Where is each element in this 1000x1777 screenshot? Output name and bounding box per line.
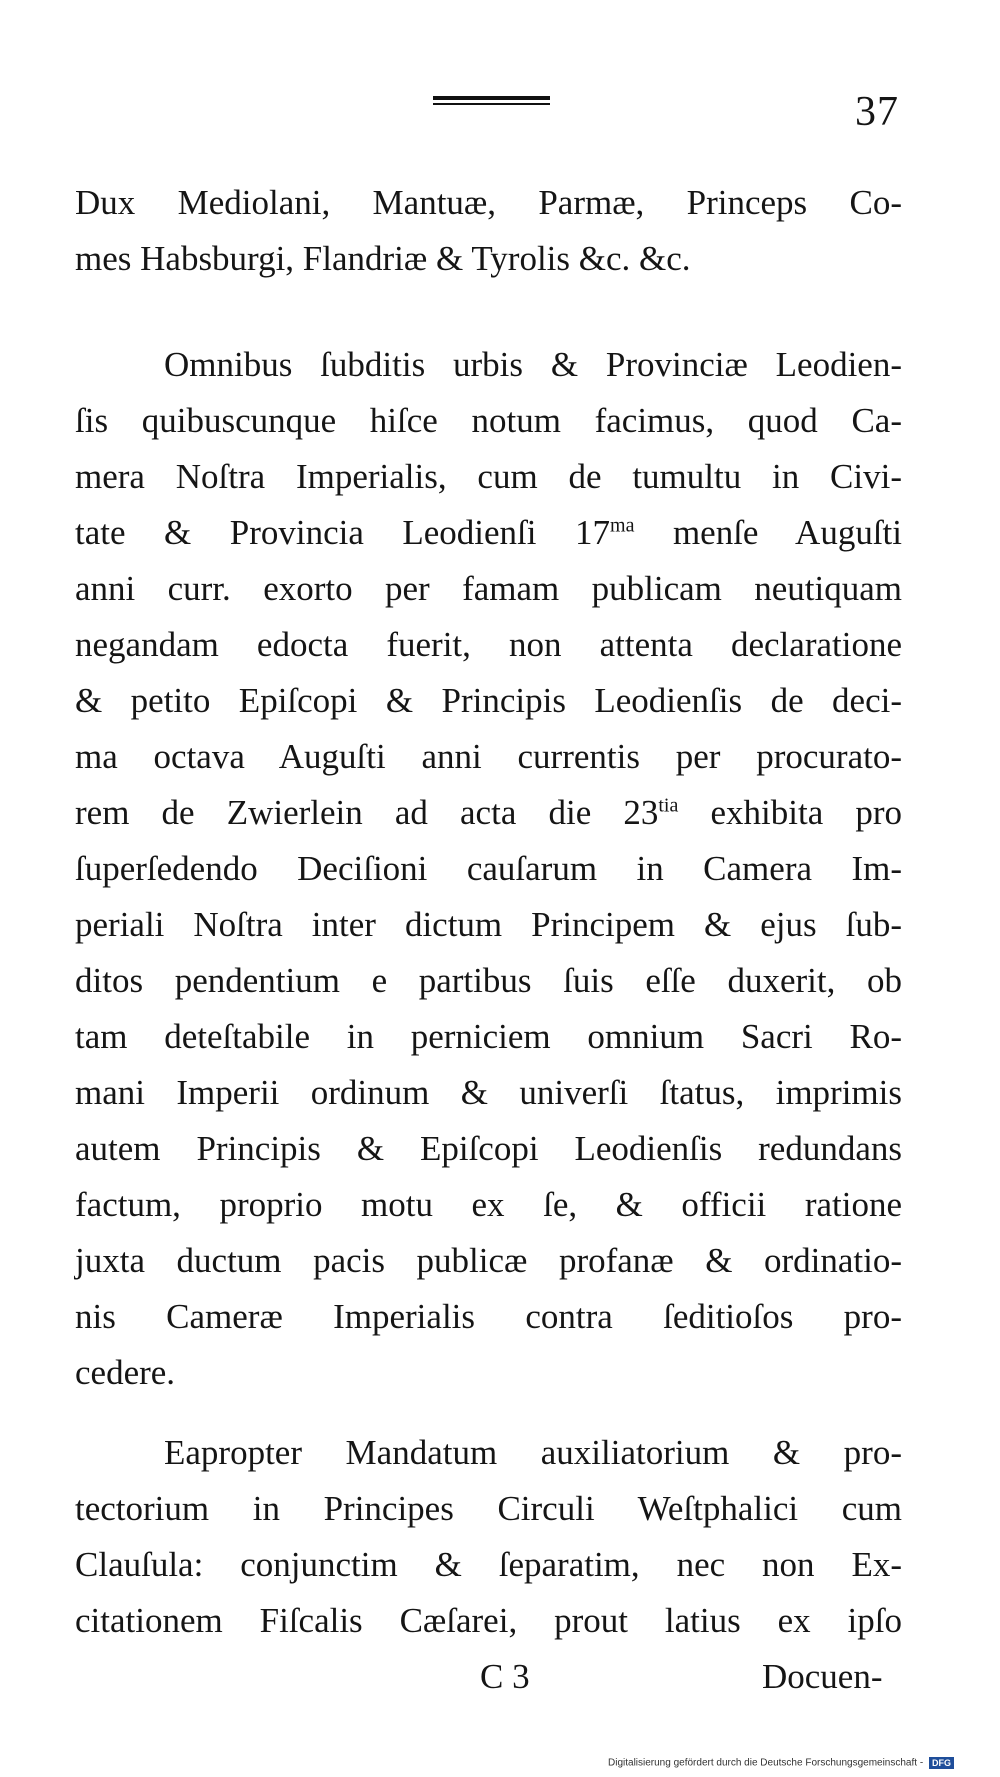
text-line: mes Habsburgi, Flandriæ & Tyrolis &c. &c. [75, 239, 691, 278]
signature-mark: C 3 [480, 1657, 530, 1696]
text-line: citationem Fiſcalis Cæſarei, prout latius ex ipſo [75, 1601, 902, 1640]
paragraph-2 [75, 1425, 902, 1649]
digitization-credit-text: Digitalisierung gefördert durch die Deutsche Forschungsgemeinschaft - [608, 1757, 924, 1769]
text-line: juxta ductum pacis publicæ profanæ & ordinatio- [75, 1241, 902, 1280]
superscript: tia [658, 794, 679, 817]
text-line: factum, proprio motu ex ſe, & officii ratione [75, 1185, 902, 1224]
paragraph-1 [75, 337, 902, 1401]
superscript: ma [610, 514, 635, 537]
text-line: Dux Mediolani, Mantuæ, Parmæ, Princeps Co- [75, 183, 902, 222]
text-line-part: exhibita pro [678, 793, 902, 832]
text-line: & petito Epiſcopi & Principis Leodienſis de deci- [75, 681, 902, 720]
text-line: ditos pendentium e partibus ſuis eſſe duxerit, ob [75, 961, 902, 1000]
text-line-with-superscript [75, 785, 902, 841]
text-line: nis Cameræ Imperialis contra ſeditioſos pro- [75, 1297, 902, 1336]
text-line: tam deteſtabile in perniciem omnium Sacri Ro- [75, 1017, 902, 1056]
text-line: anni curr. exorto per famam publicam neutiquam [75, 569, 902, 608]
text-line-part: menſe Auguſti [634, 513, 902, 552]
catchword: Docuen- [762, 1657, 883, 1696]
text-line: ſis quibuscunque hiſce notum facimus, quod Ca- [75, 401, 902, 440]
text-line: autem Principis & Epiſcopi Leodienſis redundans [75, 1129, 902, 1168]
header-rule-thick [433, 96, 550, 100]
text-line: Omnibus ſubditis urbis & Provinciæ Leodien- [164, 345, 902, 384]
text-line: Clauſula: conjunctim & ſeparatim, nec non Ex- [75, 1545, 902, 1584]
page-number: 37 [855, 89, 899, 135]
text-line-part: rem de Zwierlein ad acta die 23 [75, 793, 659, 832]
text-line: mani Imperii ordinum & univerſi ſtatus, imprimis [75, 1073, 902, 1112]
text-line: tectorium in Principes Circuli Weſtphalici cum [75, 1489, 902, 1528]
dfg-logo: DFG [929, 1757, 954, 1769]
text-line: cedere. [75, 1353, 176, 1392]
header-rule-thin [433, 103, 550, 105]
text-line: ma octava Auguſti anni currentis per procurato- [75, 737, 902, 776]
text-line-with-superscript [75, 505, 902, 561]
text-line: periali Noſtra inter dictum Principem & ejus ſub- [75, 905, 902, 944]
text-line: ſuperſedendo Deciſioni cauſarum in Camera Im- [75, 849, 902, 888]
text-line: Eapropter Mandatum auxiliatorium & pro- [164, 1433, 902, 1472]
text-line: negandam edocta fuerit, non attenta declaratione [75, 625, 902, 664]
text-line: mera Noſtra Imperialis, cum de tumultu in Civi- [75, 457, 902, 496]
header-ornament-rule [433, 96, 550, 108]
intro-title-continuation [75, 175, 902, 287]
digitization-credit [608, 1757, 954, 1769]
text-line-part: tate & Provincia Leodienſi 17 [75, 513, 611, 552]
